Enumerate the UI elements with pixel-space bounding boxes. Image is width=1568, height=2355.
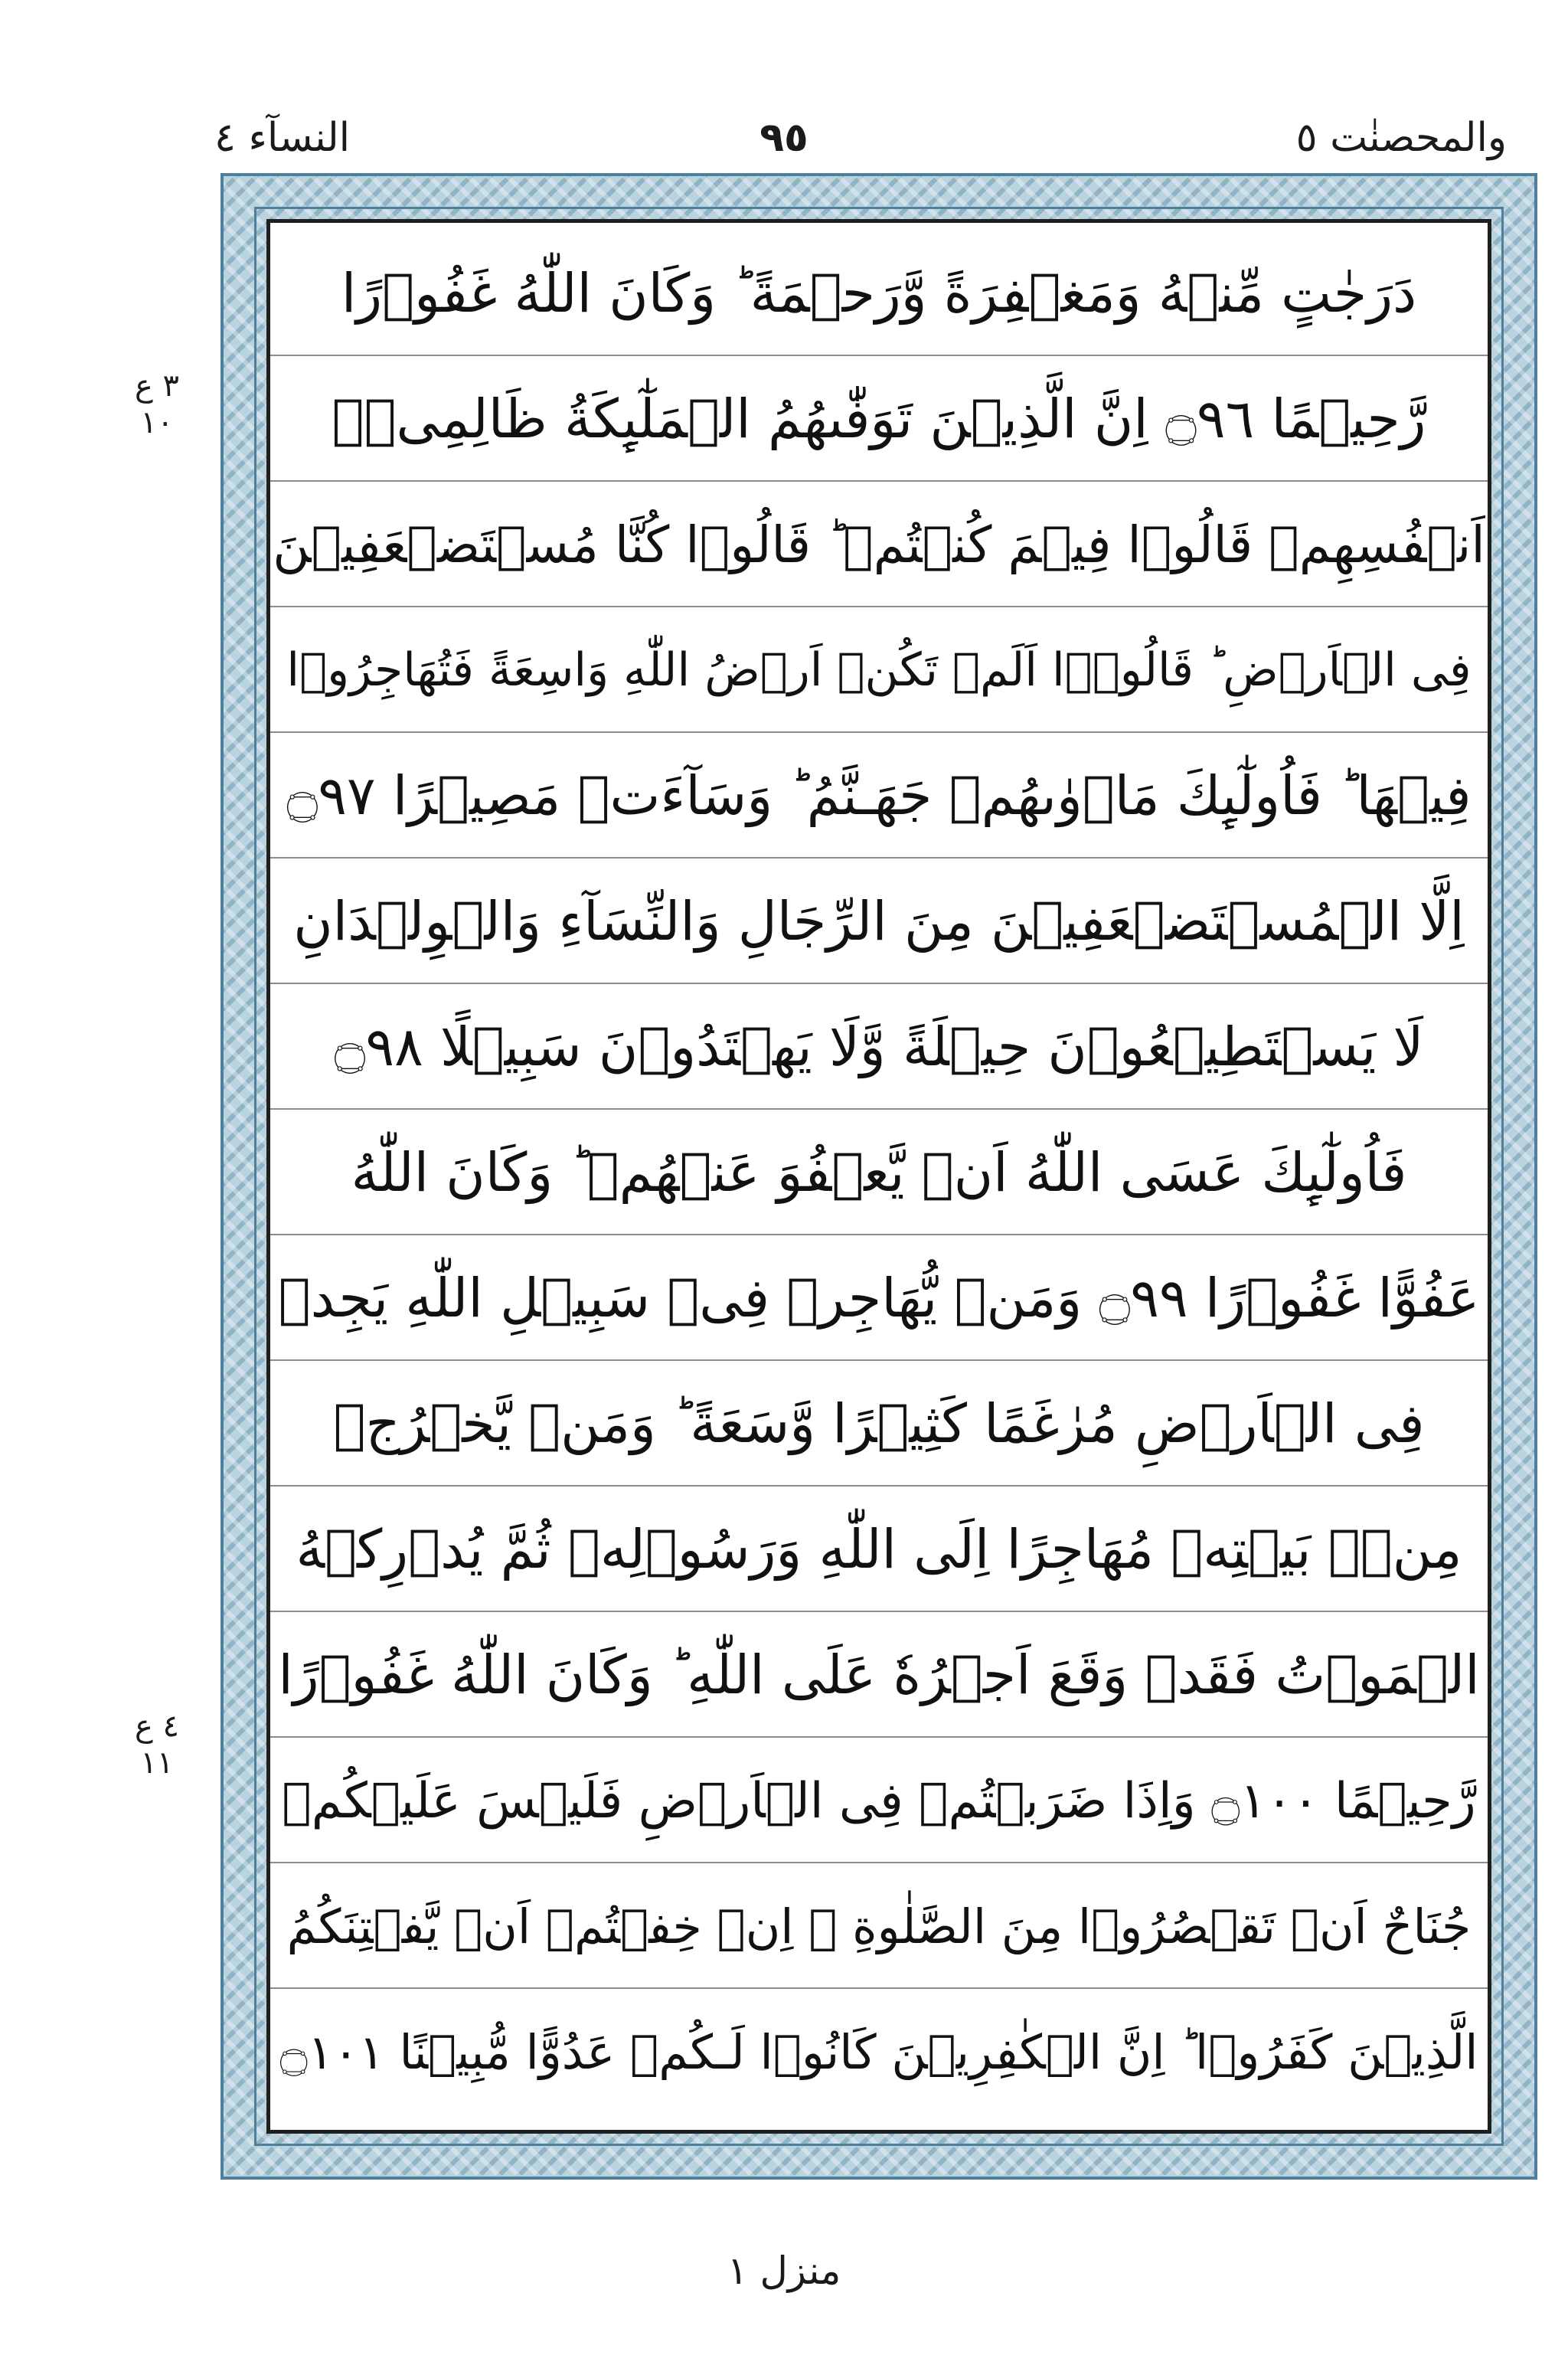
line-divider bbox=[270, 983, 1488, 984]
line-divider bbox=[270, 355, 1488, 356]
line-divider bbox=[270, 1108, 1488, 1110]
verse-text-panel bbox=[266, 219, 1491, 2134]
line-divider bbox=[270, 1359, 1488, 1361]
verse-line-3: اَنۡفُسِهِمۡ قَالُوۡا فِيۡمَ كُنۡتُمۡ ؕ قَالُوۡا كُنَّا مُسۡتَضۡعَفِيۡنَ bbox=[273, 515, 1485, 574]
line-divider bbox=[270, 606, 1488, 607]
decorative-page-border bbox=[220, 173, 1537, 2180]
line-divider bbox=[270, 731, 1488, 733]
verse-line-5: فِيۡهَا ؕ فَاُولٰٓٮِٕكَ مَاۡوٰٮهُمۡ جَهَـنَّمُ ؕ وَسَآءَتۡ مَصِيۡرًا ۝٩٧ bbox=[286, 764, 1472, 827]
verse-line-6: اِلَّا الۡمُسۡتَضۡعَفِيۡنَ مِنَ الرِّجَالِ وَالنِّسَآءِ وَالۡوِلۡدَانِ bbox=[293, 890, 1465, 953]
page-number: ٩٥ bbox=[760, 115, 808, 161]
verse-line-1: دَرَجٰتٍ مِّنۡهُ وَمَغۡفِرَةً وَّرَحۡمَةً ؕ وَكَانَ اللّٰهُ غَفُوۡرًا bbox=[341, 262, 1417, 325]
verse-line-15: الَّذِيۡنَ كَفَرُوۡا ؕ اِنَّ الۡكٰفِرِيۡنَ كَانُوۡا لَـكُمۡ عَدُوًّا مُّبِيۡنًا ۝١٠١ bbox=[279, 2023, 1478, 2080]
verse-line-9: عَفُوًّا غَفُوۡرًا ۝٩٩ وَمَنۡ يُّهَاجِرۡ فِىۡ سَبِيۡلِ اللّٰهِ يَجِدۡ bbox=[278, 1267, 1480, 1330]
verse-line-7: لَا يَسۡتَطِيۡعُوۡنَ حِيۡلَةً وَّلَا يَهۡتَدُوۡنَ سَبِيۡلًا ۝٩٨ bbox=[334, 1016, 1424, 1078]
ruku-marker-top: ٣ ع ١٠ bbox=[134, 368, 180, 440]
verse-line-8: فَاُولٰٓٮِٕكَ عَسَى اللّٰهُ اَنۡ يَّعۡفُوَ عَنۡهُمۡ ؕ وَكَانَ اللّٰهُ bbox=[351, 1141, 1407, 1204]
verse-line-13: رَّحِيۡمًا ۝١٠٠ وَاِذَا ضَرَبۡتُمۡ فِى الۡاَرۡضِ فَلَيۡسَ عَلَيۡكُمۡ bbox=[282, 1772, 1476, 1830]
juz-name-header: والمحصنٰت ٥ bbox=[1295, 115, 1507, 161]
line-divider bbox=[270, 1611, 1488, 1612]
verse-line-10: فِى الۡاَرۡضِ مُرٰغَمًا كَثِيۡرًا وَّسَعَةً ؕ وَمَنۡ يَّخۡرُجۡ bbox=[333, 1392, 1425, 1455]
verse-line-14: جُنَاحٌ اَنۡ تَقۡصُرُوۡا مِنَ الصَّلٰوةِ ۖ اِنۡ خِفۡتُمۡ اَنۡ يَّفۡتِنَكُمُ bbox=[286, 1898, 1472, 1954]
verse-line-12: الۡمَوۡتُ فَقَدۡ وَقَعَ اَجۡرُهٗ عَلَى اللّٰهِ ؕ وَكَانَ اللّٰهُ غَفُوۡرًا bbox=[278, 1644, 1480, 1706]
manzil-footer: منزل ١ bbox=[727, 2249, 841, 2293]
line-divider bbox=[270, 857, 1488, 859]
verse-line-2: رَّحِيۡمًا ۝٩٦ اِنَّ الَّذِيۡنَ تَوَفّٰٮهُمُ الۡمَلٰٓٮِٕكَةُ ظَالِمِىۡۤ bbox=[332, 388, 1426, 450]
ruku-marker-bottom: ٤ ع ١١ bbox=[134, 1709, 180, 1781]
verse-line-4: فِى الۡاَرۡضِ ؕ قَالُوۡۤا اَلَمۡ تَكُنۡ اَرۡضُ اللّٰهِ وَاسِعَةً فَتُهَاجِرُوۡا bbox=[286, 643, 1472, 697]
line-divider bbox=[270, 1234, 1488, 1235]
line-divider bbox=[270, 480, 1488, 482]
line-divider bbox=[270, 1987, 1488, 1989]
surah-name-header: النسآء ٤ bbox=[214, 115, 351, 161]
line-divider bbox=[270, 1485, 1488, 1487]
line-divider bbox=[270, 1736, 1488, 1738]
line-divider bbox=[270, 1862, 1488, 1863]
verse-line-11: مِنۡۢ بَيۡتِهٖ مُهَاجِرًا اِلَى اللّٰهِ وَرَسُوۡلِهٖ ثُمَّ يُدۡرِكۡهُ bbox=[296, 1518, 1462, 1581]
